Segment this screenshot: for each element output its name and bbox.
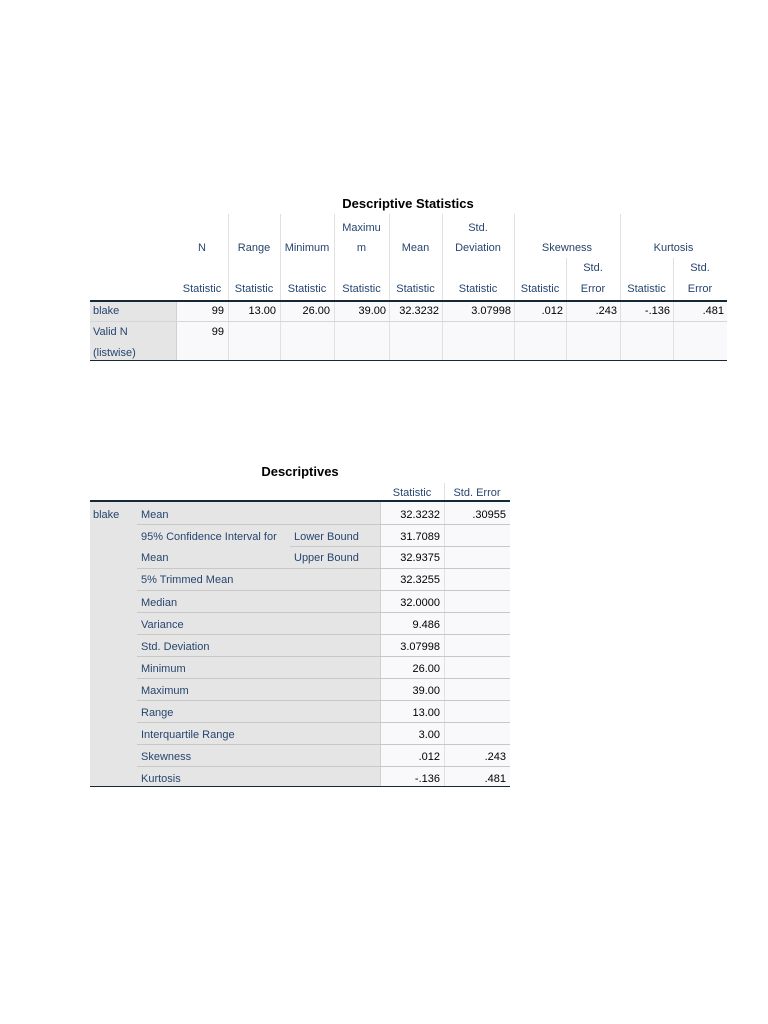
row-label: Minimum — [141, 663, 186, 675]
row-label: Maximum — [141, 685, 189, 697]
variable-label: blake — [93, 509, 120, 521]
col-header-std-dev-line2: Deviation — [455, 242, 501, 254]
cell-std-dev: 3.07998 — [471, 305, 511, 317]
cell-skewness-statistic: .012 — [541, 305, 563, 317]
sub-header-statistic: Statistic — [458, 283, 498, 295]
col-header-maximum-line1: Maximu — [342, 222, 381, 234]
cell-statistic: 26.00 — [412, 663, 440, 675]
sub-header-statistic: Statistic — [234, 283, 274, 295]
sub-header-error: Error — [687, 283, 713, 295]
sub-header-statistic: Statistic — [396, 283, 435, 295]
row-label: Valid N — [93, 326, 128, 338]
col-header-mean: Mean — [401, 242, 430, 254]
row-label: Skewness — [141, 751, 192, 763]
table-title: Descriptive Statistics — [342, 196, 474, 211]
cell-std-error: .30955 — [472, 509, 506, 521]
row-label: Std. Deviation — [141, 641, 210, 653]
col-header-std-error: Std. Error — [453, 487, 501, 499]
cell-std-error: .481 — [484, 773, 506, 785]
cell-std-error: .243 — [484, 751, 506, 763]
sub-header-std: Std. — [583, 262, 603, 274]
cell-n: 99 — [211, 326, 224, 338]
ci-label-line2: Mean — [141, 552, 169, 564]
cell-statistic: 3.00 — [418, 729, 440, 741]
col-header-statistic: Statistic — [392, 487, 432, 499]
cell-statistic: 39.00 — [412, 685, 440, 697]
cell-kurtosis-error: .481 — [702, 305, 724, 317]
col-header-range: Range — [237, 242, 271, 254]
row-label: Range — [141, 707, 174, 719]
cell-maximum: 39.00 — [358, 305, 386, 317]
cell-statistic: 32.3255 — [400, 574, 440, 586]
cell-statistic: 31.7089 — [400, 531, 440, 543]
col-header-std-dev-line1: Std. — [468, 222, 488, 234]
row-label: (listwise) — [93, 347, 136, 359]
sub-header-statistic: Statistic — [182, 283, 222, 295]
col-header-kurtosis: Kurtosis — [653, 242, 694, 254]
cell-statistic: 3.07998 — [400, 641, 440, 653]
row-label: Median — [141, 597, 178, 609]
cell-statistic: 32.0000 — [400, 597, 440, 609]
col-header-skewness: Skewness — [541, 242, 593, 254]
cell-statistic: 32.3232 — [400, 509, 440, 521]
row-sublabel: Lower Bound — [294, 531, 359, 543]
row-sublabel: Upper Bound — [294, 552, 359, 564]
cell-minimum: 26.00 — [302, 305, 330, 317]
cell-mean: 32.3232 — [399, 305, 439, 317]
cell-kurtosis-statistic: -.136 — [644, 305, 670, 317]
table-title: Descriptives — [261, 464, 339, 479]
col-header-n: N — [198, 242, 206, 254]
row-label: blake — [93, 305, 120, 317]
cell-statistic: .012 — [418, 751, 440, 763]
ci-label-line1: 95% Confidence Interval for — [141, 531, 277, 543]
sub-header-statistic: Statistic — [342, 283, 381, 295]
col-header-minimum: Minimum — [284, 242, 330, 254]
row-label: Mean — [141, 509, 169, 521]
sub-header-statistic: Statistic — [627, 283, 666, 295]
row-label: Interquartile Range — [141, 729, 235, 741]
cell-skewness-error: .243 — [595, 305, 617, 317]
cell-statistic: 32.9375 — [400, 552, 440, 564]
cell-statistic: 13.00 — [412, 707, 440, 719]
cell-range: 13.00 — [248, 305, 276, 317]
sub-header-statistic: Statistic — [287, 283, 327, 295]
cell-n: 99 — [211, 305, 224, 317]
row-label: Kurtosis — [141, 773, 181, 785]
col-header-maximum-line2: m — [356, 242, 367, 254]
sub-header-std: Std. — [690, 262, 710, 274]
sub-header-error: Error — [580, 283, 606, 295]
cell-statistic: 9.486 — [412, 619, 440, 631]
row-label: Variance — [141, 619, 184, 631]
sub-header-statistic: Statistic — [520, 283, 560, 295]
row-label: 5% Trimmed Mean — [141, 574, 234, 586]
cell-statistic: -.136 — [414, 773, 440, 785]
